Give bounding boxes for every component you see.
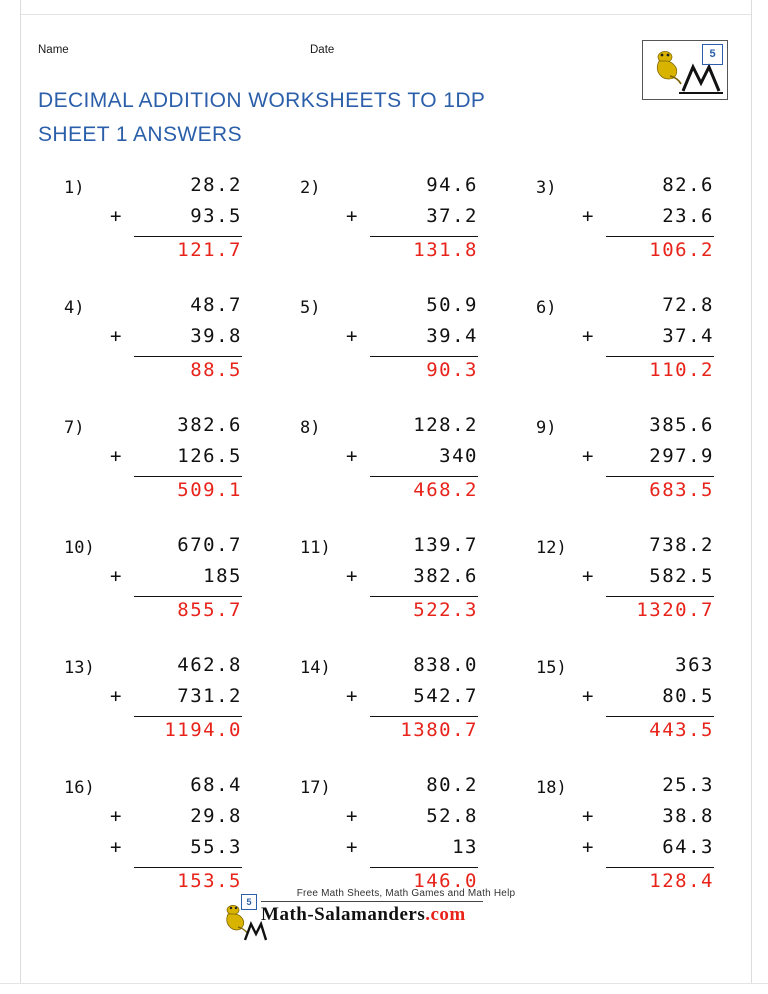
answer-value: 509.1 [177, 479, 242, 501]
sum-rule [370, 476, 478, 477]
addend-line [344, 445, 484, 476]
problem-number: 12) [536, 538, 567, 558]
problem-stack [108, 414, 248, 510]
footer-brand [261, 904, 551, 926]
answer-line [344, 479, 484, 510]
problem-number: 13) [64, 658, 95, 678]
addend-value: 738.2 [649, 534, 714, 556]
sum-rule [370, 236, 478, 237]
sum-rule [606, 867, 714, 868]
problems-grid [32, 166, 742, 892]
addend-line [344, 414, 484, 445]
addend-line [580, 445, 720, 476]
answer-value: 855.7 [177, 599, 242, 621]
problem-stack [108, 174, 248, 270]
addend-value: 39.4 [426, 325, 478, 347]
sum-rule [370, 867, 478, 868]
problem-number: 8) [300, 418, 321, 438]
answer-value: 468.2 [413, 479, 478, 501]
sum-rule [370, 716, 478, 717]
addend-value: 23.6 [662, 205, 714, 227]
sum-rule [134, 236, 242, 237]
answer-value: 88.5 [190, 359, 242, 381]
answer-value: 443.5 [649, 719, 714, 741]
problem-number: 4) [64, 298, 85, 318]
page-title-line2: SHEET 1 ANSWERS [38, 123, 243, 146]
sum-rule [606, 236, 714, 237]
plus-operator: + [110, 685, 122, 707]
addend-value: 39.8 [190, 325, 242, 347]
addend-line [108, 325, 248, 356]
problem-cell [32, 166, 268, 286]
problem-cell [504, 646, 740, 766]
problem-cell [504, 166, 740, 286]
problem-stack [580, 174, 720, 270]
plus-operator: + [582, 445, 594, 467]
footer-brand-name: ath-Salamanders [279, 904, 426, 925]
plus-operator: + [110, 205, 122, 227]
problem-number: 7) [64, 418, 85, 438]
problem-row [32, 526, 742, 646]
addend-value: 72.8 [662, 294, 714, 316]
plus-operator: + [582, 836, 594, 858]
sum-rule [134, 716, 242, 717]
problem-row [32, 766, 742, 892]
problem-number: 2) [300, 178, 321, 198]
addend-line [108, 565, 248, 596]
addend-line [344, 654, 484, 685]
addend-value: 731.2 [177, 685, 242, 707]
addend-line [108, 654, 248, 685]
addend-line [108, 294, 248, 325]
addend-value: 55.3 [190, 836, 242, 858]
addend-value: 37.4 [662, 325, 714, 347]
problem-stack [108, 534, 248, 630]
answer-line [580, 599, 720, 630]
problem-number: 3) [536, 178, 557, 198]
addend-line [108, 414, 248, 445]
addend-value: 670.7 [177, 534, 242, 556]
problem-cell [32, 286, 268, 406]
problem-cell [268, 166, 504, 286]
plus-operator: + [582, 325, 594, 347]
addend-value: 363 [675, 654, 714, 676]
addend-value: 80.5 [662, 685, 714, 707]
addend-line [344, 534, 484, 565]
footer-badge: 5 [241, 894, 257, 910]
problem-row [32, 406, 742, 526]
problem-stack [580, 294, 720, 390]
problem-row [32, 286, 742, 406]
problem-stack [344, 654, 484, 750]
footer-brand-block [221, 888, 551, 926]
addend-line [344, 325, 484, 356]
answer-line [344, 719, 484, 750]
sum-rule [370, 356, 478, 357]
grade-badge: 5 [702, 44, 723, 65]
addend-value: 93.5 [190, 205, 242, 227]
answer-line [108, 239, 248, 270]
math-salamanders-logo-icon [642, 40, 728, 100]
answer-line [108, 719, 248, 750]
date-label: Date [310, 44, 335, 56]
addend-line [580, 685, 720, 716]
name-label: Name [38, 44, 69, 56]
sum-rule [370, 596, 478, 597]
plus-operator: + [346, 325, 358, 347]
answer-value: 1194.0 [164, 719, 242, 741]
addend-line [344, 805, 484, 836]
addend-value: 64.3 [662, 836, 714, 858]
addend-value: 382.6 [177, 414, 242, 436]
plus-operator: + [582, 685, 594, 707]
problem-row [32, 166, 742, 286]
addend-value: 13 [452, 836, 478, 858]
problem-stack [108, 774, 248, 901]
sum-rule [606, 476, 714, 477]
sum-rule [134, 596, 242, 597]
addend-line [580, 325, 720, 356]
addend-line [344, 685, 484, 716]
addend-value: 340 [439, 445, 478, 467]
addend-line [580, 654, 720, 685]
addend-line [108, 205, 248, 236]
addend-line [344, 205, 484, 236]
answer-value: 1320.7 [636, 599, 714, 621]
addend-value: 462.8 [177, 654, 242, 676]
addend-value: 82.6 [662, 174, 714, 196]
addend-value: 48.7 [190, 294, 242, 316]
page-edge-bottom [0, 983, 768, 994]
sum-rule [134, 356, 242, 357]
page-title [38, 84, 598, 152]
problem-number: 1) [64, 178, 85, 198]
footer-brand-suffix: .com [425, 904, 466, 925]
problem-number: 18) [536, 778, 567, 798]
problem-stack [344, 294, 484, 390]
addend-value: 28.2 [190, 174, 242, 196]
problem-stack [580, 534, 720, 630]
problem-cell [32, 526, 268, 646]
answer-value: 153.5 [177, 870, 242, 892]
problem-number: 6) [536, 298, 557, 318]
problem-number: 9) [536, 418, 557, 438]
answer-value: 106.2 [649, 239, 714, 261]
problem-cell [268, 406, 504, 526]
answer-line [344, 359, 484, 390]
page-edge-right [751, 0, 768, 994]
addend-value: 25.3 [662, 774, 714, 796]
addend-line [108, 836, 248, 867]
plus-operator: + [582, 205, 594, 227]
plus-operator: + [110, 445, 122, 467]
problem-cell [504, 286, 740, 406]
problem-cell [504, 406, 740, 526]
addend-value: 185 [203, 565, 242, 587]
answer-line [108, 479, 248, 510]
plus-operator: + [346, 565, 358, 587]
problem-number: 11) [300, 538, 331, 558]
sum-rule [134, 476, 242, 477]
page-edge-left [0, 0, 21, 994]
sum-rule [134, 867, 242, 868]
addend-line [580, 805, 720, 836]
addend-line [108, 534, 248, 565]
addend-value: 382.6 [413, 565, 478, 587]
plus-operator: + [346, 805, 358, 827]
addend-line [580, 294, 720, 325]
plus-operator: + [110, 805, 122, 827]
addend-line [580, 174, 720, 205]
addend-line [580, 774, 720, 805]
plus-operator: + [110, 836, 122, 858]
sum-rule [606, 356, 714, 357]
plus-operator: + [346, 836, 358, 858]
addend-value: 29.8 [190, 805, 242, 827]
answer-line [344, 599, 484, 630]
answer-value: 110.2 [649, 359, 714, 381]
footer-tagline: Free Math Sheets, Math Games and Math Help [296, 888, 516, 899]
problem-stack [344, 414, 484, 510]
salamander-mascot-icon [221, 894, 267, 946]
answer-line [580, 719, 720, 750]
problem-number: 16) [64, 778, 95, 798]
problem-cell [268, 526, 504, 646]
page-edge-top [0, 0, 768, 15]
problem-row [32, 646, 742, 766]
answer-line [108, 359, 248, 390]
problem-cell [268, 286, 504, 406]
plus-operator: + [582, 565, 594, 587]
plus-operator: + [582, 805, 594, 827]
addend-value: 297.9 [649, 445, 714, 467]
addend-value: 38.8 [662, 805, 714, 827]
addend-line [108, 805, 248, 836]
problem-stack [344, 174, 484, 270]
answer-line [108, 599, 248, 630]
answer-value: 128.4 [649, 870, 714, 892]
addend-value: 126.5 [177, 445, 242, 467]
sum-rule [606, 596, 714, 597]
problem-stack [344, 534, 484, 630]
problem-cell [32, 406, 268, 526]
worksheet-header-fields [38, 44, 638, 60]
plus-operator: + [110, 565, 122, 587]
addend-value: 128.2 [413, 414, 478, 436]
addend-value: 542.7 [413, 685, 478, 707]
addend-line [580, 534, 720, 565]
addend-value: 80.2 [426, 774, 478, 796]
problem-number: 10) [64, 538, 95, 558]
problem-stack [580, 774, 720, 901]
addend-line [344, 774, 484, 805]
addend-value: 52.8 [426, 805, 478, 827]
problem-stack [580, 414, 720, 510]
addend-value: 37.2 [426, 205, 478, 227]
addend-line [344, 174, 484, 205]
addend-value: 94.6 [426, 174, 478, 196]
footer [22, 888, 750, 952]
problem-number: 5) [300, 298, 321, 318]
addend-line [344, 294, 484, 325]
answer-line [580, 359, 720, 390]
footer-brand-prefix: M [261, 904, 280, 925]
answer-value: 146.0 [413, 870, 478, 892]
addend-line [108, 445, 248, 476]
answer-value: 522.3 [413, 599, 478, 621]
answer-value: 131.8 [413, 239, 478, 261]
addend-value: 50.9 [426, 294, 478, 316]
page-title-line1: DECIMAL ADDITION WORKSHEETS TO 1DP [38, 89, 486, 112]
problem-stack [108, 654, 248, 750]
answer-value: 1380.7 [400, 719, 478, 741]
addend-value: 582.5 [649, 565, 714, 587]
problem-cell [32, 766, 268, 892]
problem-cell [32, 646, 268, 766]
addend-line [580, 414, 720, 445]
answer-line [580, 239, 720, 270]
plus-operator: + [346, 445, 358, 467]
plus-operator: + [346, 685, 358, 707]
addend-value: 838.0 [413, 654, 478, 676]
problem-cell [268, 646, 504, 766]
answer-line [344, 239, 484, 270]
plus-operator: + [346, 205, 358, 227]
addend-line [580, 205, 720, 236]
answer-value: 90.3 [426, 359, 478, 381]
problem-stack [108, 294, 248, 390]
problem-number: 14) [300, 658, 331, 678]
addend-value: 139.7 [413, 534, 478, 556]
addend-value: 385.6 [649, 414, 714, 436]
addend-line [580, 836, 720, 867]
addend-value: 68.4 [190, 774, 242, 796]
addend-line [108, 174, 248, 205]
problem-stack [344, 774, 484, 901]
addend-line [580, 565, 720, 596]
addend-line [344, 565, 484, 596]
problem-cell [504, 526, 740, 646]
addend-line [344, 836, 484, 867]
answer-line [580, 479, 720, 510]
answer-value: 683.5 [649, 479, 714, 501]
answer-value: 121.7 [177, 239, 242, 261]
problem-cell [268, 766, 504, 892]
problem-number: 15) [536, 658, 567, 678]
plus-operator: + [110, 325, 122, 347]
sum-rule [606, 716, 714, 717]
worksheet-content [22, 16, 750, 982]
problem-number: 17) [300, 778, 331, 798]
problem-stack [580, 654, 720, 750]
footer-divider [261, 901, 483, 902]
problem-cell [504, 766, 740, 892]
addend-line [108, 685, 248, 716]
addend-line [108, 774, 248, 805]
